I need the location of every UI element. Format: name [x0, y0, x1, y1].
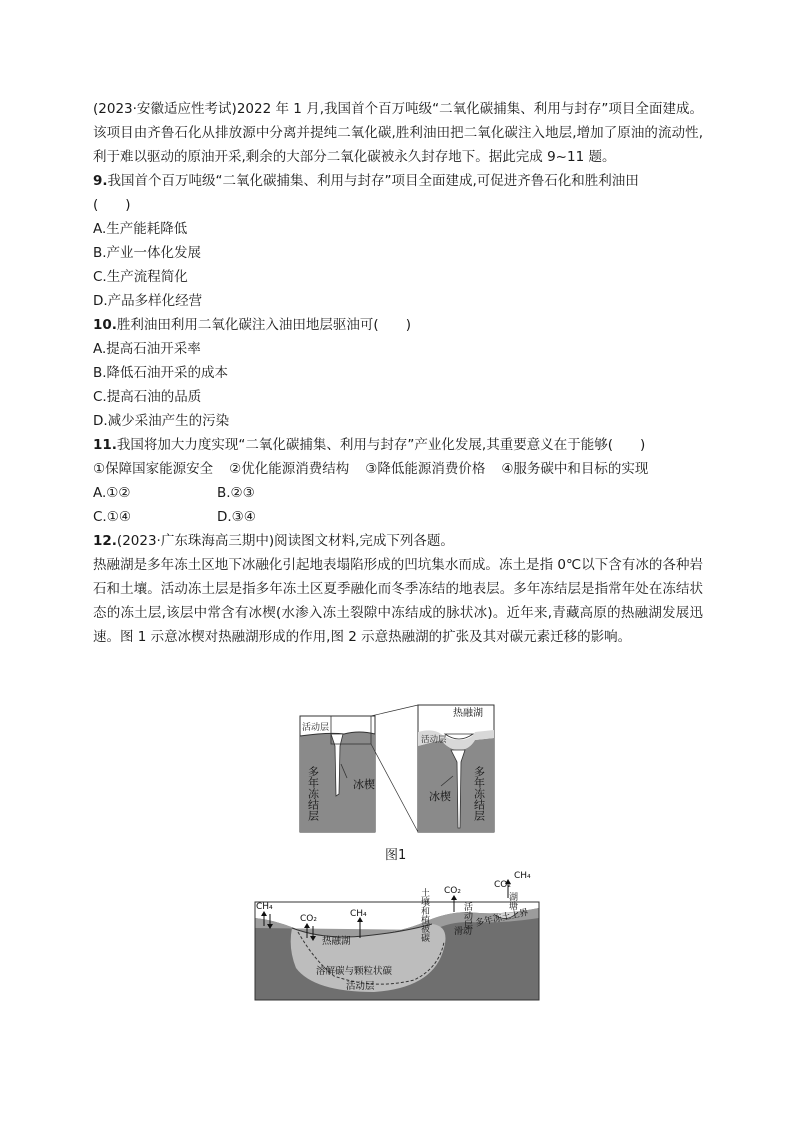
- question-stem: 我国首个百万吨级“二氧化碳捕集、利用与封存”项目全面建成,可促进齐鲁石化和胜利油田: [107, 173, 639, 189]
- label-lake: 热融湖: [322, 936, 351, 947]
- label-ch4-left: CH₄: [256, 902, 273, 912]
- question-stem: 胜利油田利用二氧化碳注入油田地层驱油可( ): [116, 317, 411, 333]
- statement-list: [93, 457, 703, 481]
- label-ch4-mid: CH₄: [350, 909, 367, 919]
- label-active-left: 活动层: [302, 723, 330, 733]
- label-wedge-left: 冰楔: [353, 778, 375, 791]
- label-frozen-left: 多年冻结层: [306, 766, 320, 821]
- statement-1: ①保障国家能源安全: [93, 461, 214, 477]
- figure-1-caption: 图1: [385, 848, 407, 863]
- label-soil-carbon: 土壤和植被碳: [419, 888, 429, 942]
- label-frozen-right: 多年冻结层: [472, 766, 486, 821]
- option-c[interactable]: C.生产流程简化: [93, 269, 188, 285]
- exam-page: [93, 97, 703, 649]
- option-c[interactable]: C.①④: [93, 509, 131, 525]
- label-co2-left: CO₂: [300, 914, 317, 924]
- question-number: 9.: [93, 173, 108, 189]
- option-d[interactable]: D.减少采油产生的污染: [93, 413, 230, 429]
- label-lake: 热融湖: [453, 708, 483, 719]
- question-11: [93, 433, 703, 457]
- label-wedge-right: 冰楔: [429, 790, 451, 803]
- question-12: [93, 529, 703, 553]
- option-c[interactable]: C.提高石油的品质: [93, 389, 202, 405]
- option-a[interactable]: A.提高石油开采率: [93, 341, 201, 357]
- label-active-layer: 活动层: [346, 981, 375, 992]
- label-permafrost-top: 多年冻土上界: [474, 907, 530, 929]
- question-number: 12.: [93, 533, 117, 549]
- option-d[interactable]: D.产品多样化经营: [93, 293, 203, 309]
- label-pond: 湖塘: [507, 892, 517, 910]
- question-10: [93, 313, 703, 337]
- figure-2: [254, 868, 540, 1002]
- label-co2-far: CO₂: [494, 880, 511, 890]
- intro-paragraph: (2023·安徽适应性考试)2022 年 1 月,我国首个百万吨级“二氧化碳捕集、利用与封存”项目全面建成。该项目由齐鲁石化从排放源中分离并提纯二氧化碳,胜利油田把二氧化碳注入地层,增加了原油的流动性,利于难以驱动的原油开采,剩余的大部分二氧化碳被永久封存地下。据此完成 9~11 题。: [93, 101, 703, 165]
- question-9: [93, 169, 703, 193]
- label-dissolved-carbon: 溶解碳与颗粒状碳: [316, 966, 393, 977]
- option-b[interactable]: B.降低石油开采的成本: [93, 365, 229, 381]
- answer-paren: ( ): [93, 197, 131, 213]
- question-stem: (2023·广东珠海高三期中)阅读图文材料,完成下列各题。: [116, 533, 454, 549]
- label-co2-right: CO₂: [444, 886, 461, 896]
- figure-1: [299, 704, 495, 836]
- option-b[interactable]: B.②③: [217, 485, 255, 501]
- label-thaw: 滑动: [454, 927, 473, 937]
- options-row-1: [93, 481, 703, 505]
- label-active-right: 活动层: [421, 735, 447, 745]
- statement-2: ②优化能源消费结构: [229, 461, 350, 477]
- statement-3: ③降低能源消费价格: [365, 461, 486, 477]
- label-active-layer-right: 活动层: [462, 902, 472, 929]
- question-number: 10.: [93, 317, 117, 333]
- option-a[interactable]: A.①②: [93, 485, 131, 501]
- option-b[interactable]: B.产业一体化发展: [93, 245, 202, 261]
- options-row-2: [93, 505, 703, 529]
- question-number: 11.: [93, 437, 117, 453]
- label-ch4-far: CH₄: [514, 871, 531, 881]
- statement-4: ④服务碳中和目标的实现: [501, 461, 649, 477]
- question-stem: 我国将加大力度实现“二氧化碳捕集、利用与封存”产业化发展,其重要意义在于能够( ): [116, 437, 646, 453]
- material-paragraph: 热融湖是多年冻土区地下冰融化引起地表塌陷形成的凹坑集水而成。冻土是指 0℃以下含有冰的各种岩石和土壤。活动冻土层是指多年冻土区夏季融化而冬季冻结的地表层。多年冻结层是指常年处在冻结状态的冻土层,该层中常含有冰楔(水渗入冻土裂隙中冻结成的脉状冰)。近年来,青藏高原的热融湖发展迅速。图 1 示意冰楔对热融湖形成的作用,图 2 示意热融湖的扩张及其对碳元素迁移的影响。: [93, 557, 703, 645]
- option-d[interactable]: D.③④: [217, 509, 256, 525]
- option-a[interactable]: A.生产能耗降低: [93, 221, 188, 237]
